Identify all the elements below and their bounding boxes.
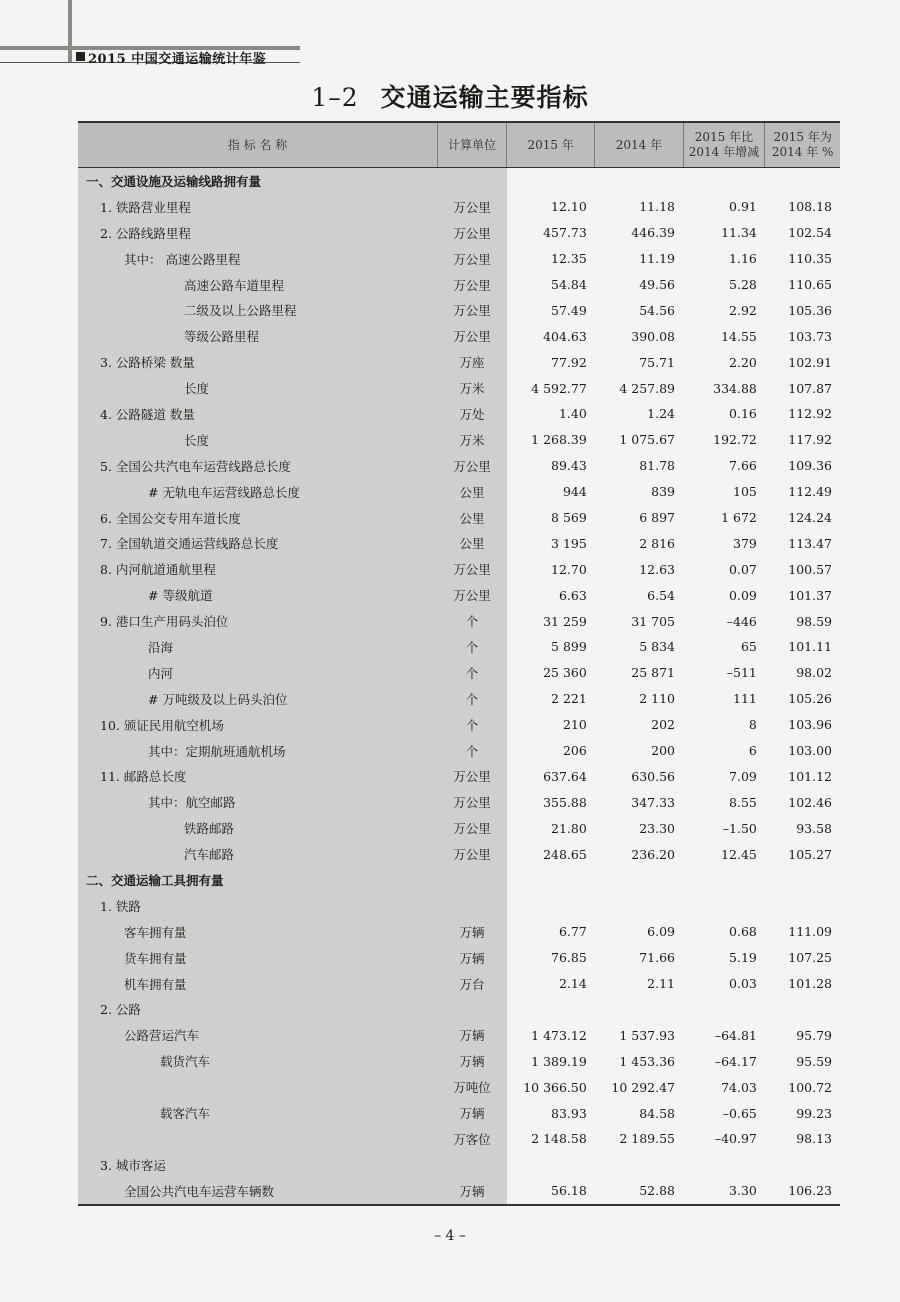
indicator-name: 长度 xyxy=(78,427,437,453)
table-row xyxy=(78,919,840,945)
value-diff: 7.09 xyxy=(729,768,757,784)
value-2015 xyxy=(507,893,595,919)
indicator-name: 11. 邮路总长度 xyxy=(78,763,437,789)
value-2015: 2 148.58 xyxy=(531,1131,587,1147)
value-diff: 1.16 xyxy=(729,251,757,267)
value-diff: 192.72 xyxy=(713,432,757,448)
table-row xyxy=(78,1126,840,1152)
table-row xyxy=(78,660,840,686)
value-2014: 52.88 xyxy=(595,1178,683,1205)
value-2014: 71.66 xyxy=(639,950,676,966)
indicator-name: 公路营运汽车 xyxy=(78,1022,437,1048)
unit-cell xyxy=(437,997,506,1023)
table-row xyxy=(78,945,840,971)
table-row xyxy=(78,505,840,531)
value-diff xyxy=(683,168,765,194)
indicator-name: 长度 xyxy=(78,375,437,401)
table-row xyxy=(78,997,840,1023)
unit-cell: 万公里 xyxy=(437,323,506,349)
unit-cell: 万米 xyxy=(437,375,506,401)
indicator-name: 沿海 xyxy=(78,634,437,660)
table-row xyxy=(78,194,840,220)
value-diff: –0.65 xyxy=(722,1105,757,1121)
indicator-name: # 等级航道 xyxy=(78,582,437,608)
value-diff: 379 xyxy=(733,535,757,551)
value-2015: 944 xyxy=(562,484,587,500)
indicator-name: 内河 xyxy=(78,660,437,686)
table-row xyxy=(78,323,840,349)
table-row xyxy=(78,789,840,815)
value-2014: 25 871 xyxy=(631,665,676,681)
unit-cell xyxy=(437,893,506,919)
value-diff: 0.91 xyxy=(729,199,757,215)
value-2015: 248.65 xyxy=(543,846,587,862)
unit-cell: 万米 xyxy=(437,427,506,453)
value-diff: 8 xyxy=(748,717,757,733)
value-2015: 31 259 xyxy=(543,613,587,629)
value-pct: 107.87 xyxy=(788,380,832,396)
value-pct xyxy=(765,893,840,919)
table-row xyxy=(78,1074,840,1100)
table-row xyxy=(78,375,840,401)
unit-cell: 万辆 xyxy=(437,1178,506,1205)
table-row xyxy=(78,1048,840,1074)
value-2015: 56.18 xyxy=(507,1178,595,1205)
unit-cell: 万座 xyxy=(437,349,506,375)
value-2014: 6 897 xyxy=(639,510,676,526)
table-row xyxy=(78,1100,840,1126)
value-2015: 3 195 xyxy=(551,535,587,551)
indicator-name: 其中：定期航班通航机场 xyxy=(78,738,437,764)
value-pct: 103.00 xyxy=(788,743,832,759)
col-header-2015: 2015 年 xyxy=(507,122,595,168)
value-2015: 12.70 xyxy=(551,561,587,577)
indicator-name: 载客汽车 xyxy=(78,1100,437,1126)
value-pct: 99.23 xyxy=(796,1105,832,1121)
indicator-name: 2. 公路线路里程 xyxy=(78,220,437,246)
header-row xyxy=(78,122,840,168)
unit-cell: 个 xyxy=(437,608,506,634)
indicator-name: 其中：航空邮路 xyxy=(78,789,437,815)
indicator-name: 其中： 高速公路里程 xyxy=(78,246,437,272)
value-2015: 57.49 xyxy=(551,302,587,318)
value-2014: 2.11 xyxy=(647,976,676,992)
unit-cell: 个 xyxy=(437,686,506,712)
value-2015: 5 899 xyxy=(551,639,587,655)
table-row xyxy=(78,1022,840,1048)
value-2015: 4 592.77 xyxy=(531,380,587,396)
value-pct: 113.47 xyxy=(788,535,832,551)
indicator-name: 高速公路车道里程 xyxy=(78,272,437,298)
value-2014: 4 257.89 xyxy=(619,380,676,396)
value-2014: 11.18 xyxy=(639,199,676,215)
unit-cell: 万客位 xyxy=(437,1126,506,1152)
table-row xyxy=(78,738,840,764)
indicator-name: 货车拥有量 xyxy=(78,945,437,971)
value-2015 xyxy=(507,997,595,1023)
value-pct: 100.72 xyxy=(788,1079,832,1095)
value-diff: 14.55 xyxy=(721,328,757,344)
value-diff: –446 xyxy=(726,613,757,629)
value-2015: 404.63 xyxy=(543,328,587,344)
value-2015 xyxy=(507,1152,595,1178)
value-2015: 637.64 xyxy=(543,768,587,784)
value-pct: 105.27 xyxy=(788,846,832,862)
col-header-pct: 2015 年为 2014 年 % xyxy=(765,122,840,168)
value-diff xyxy=(683,1152,765,1178)
unit-cell: 个 xyxy=(437,738,506,764)
section-row xyxy=(78,867,840,893)
unit-cell: 万公里 xyxy=(437,246,506,272)
value-2014: 54.56 xyxy=(639,302,676,318)
indicator-name: 等级公路里程 xyxy=(78,323,437,349)
value-2015: 25 360 xyxy=(543,665,587,681)
col-header-2014: 2014 年 xyxy=(595,122,683,168)
table-row xyxy=(78,634,840,660)
value-2014: 1 537.93 xyxy=(619,1027,676,1043)
indicator-name: 二级及以上公路里程 xyxy=(78,297,437,323)
indicator-name: 8. 内河航道通航里程 xyxy=(78,556,437,582)
col-header-name: 指 标 名 称 xyxy=(78,122,437,168)
value-2015: 76.85 xyxy=(551,950,587,966)
section-row xyxy=(78,168,840,194)
value-pct: 110.35 xyxy=(788,251,832,267)
value-2015 xyxy=(507,168,595,194)
table-row xyxy=(78,841,840,867)
value-2015: 6.63 xyxy=(558,587,587,603)
value-pct: 107.25 xyxy=(788,950,832,966)
value-2015: 210 xyxy=(562,717,587,733)
table-row xyxy=(78,530,840,556)
unit-cell: 万台 xyxy=(437,971,506,997)
unit-cell: 个 xyxy=(437,712,506,738)
table-row xyxy=(78,608,840,634)
table-header xyxy=(78,122,840,168)
value-diff: 3.30 xyxy=(683,1178,765,1205)
value-diff: 7.66 xyxy=(729,458,757,474)
value-diff: 11.34 xyxy=(721,225,757,241)
value-2014: 11.19 xyxy=(639,251,676,267)
value-2015: 1 268.39 xyxy=(531,432,587,448)
value-pct: 103.73 xyxy=(788,328,832,344)
value-2015: 12.10 xyxy=(551,199,587,215)
value-diff: 111 xyxy=(733,691,757,707)
value-diff: 65 xyxy=(740,639,757,655)
value-2014 xyxy=(595,997,683,1023)
value-2014: 31 705 xyxy=(631,613,676,629)
table-row xyxy=(78,971,840,997)
table-title: 交通运输主要指标 xyxy=(380,83,589,112)
unit-cell: 万公里 xyxy=(437,815,506,841)
value-2014: 23.30 xyxy=(639,820,676,836)
value-2015: 1 389.19 xyxy=(531,1053,587,1069)
table-row xyxy=(78,401,840,427)
value-pct: 108.18 xyxy=(788,199,832,215)
value-2014: 2 110 xyxy=(639,691,676,707)
indicator-name: 1. 铁路 xyxy=(78,893,437,919)
indicator-name xyxy=(78,1074,437,1100)
value-pct xyxy=(765,1152,840,1178)
table-row xyxy=(78,582,840,608)
indicator-name: 客车拥有量 xyxy=(78,919,437,945)
indicator-name: 5. 全国公共汽电车运营线路总长度 xyxy=(78,453,437,479)
value-diff: 12.45 xyxy=(721,846,757,862)
indicator-name: 全国公共汽电车运营车辆数 xyxy=(78,1178,437,1205)
value-diff: 0.68 xyxy=(729,924,757,940)
value-diff: 334.88 xyxy=(713,380,757,396)
unit-cell: 万辆 xyxy=(437,945,506,971)
indicator-table xyxy=(78,121,840,1206)
unit-cell: 个 xyxy=(437,660,506,686)
indicator-name: 3. 公路桥梁 数量 xyxy=(78,349,437,375)
value-pct: 102.46 xyxy=(788,794,832,810)
value-2014: 6.09 xyxy=(647,924,676,940)
indicator-name: 一、交通设施及运输线路拥有量 xyxy=(78,168,437,194)
value-pct: 117.92 xyxy=(788,432,832,448)
value-diff: 2.92 xyxy=(729,302,757,318)
table-number: 1–2 xyxy=(311,83,359,112)
indicator-name xyxy=(78,1126,437,1152)
value-pct: 95.79 xyxy=(796,1027,832,1043)
value-diff: 105 xyxy=(733,484,757,500)
indicator-name: 机车拥有量 xyxy=(78,971,437,997)
value-pct: 102.91 xyxy=(788,354,832,370)
table-row xyxy=(78,246,840,272)
indicator-name: 10. 颁证民用航空机场 xyxy=(78,712,437,738)
value-diff: 6 xyxy=(748,743,757,759)
value-diff: –511 xyxy=(726,665,757,681)
indicator-name: # 万吨级及以上码头泊位 xyxy=(78,686,437,712)
value-pct: 112.49 xyxy=(788,484,832,500)
value-2014 xyxy=(595,1152,683,1178)
unit-cell: 万处 xyxy=(437,401,506,427)
indicator-name: 4. 公路隧道 数量 xyxy=(78,401,437,427)
value-pct: 101.37 xyxy=(788,587,832,603)
value-diff: –40.97 xyxy=(714,1131,757,1147)
indicator-name: 二、交通运输工具拥有量 xyxy=(78,867,437,893)
value-pct: 111.09 xyxy=(788,924,832,940)
value-2015: 54.84 xyxy=(551,277,587,292)
value-diff: 74.03 xyxy=(721,1079,757,1095)
value-2014: 1 453.36 xyxy=(619,1053,676,1069)
value-diff: 0.16 xyxy=(729,406,757,422)
indicator-name: 9. 港口生产用码头泊位 xyxy=(78,608,437,634)
unit-cell xyxy=(437,168,506,194)
indicator-name: 6. 全国公交专用车道长度 xyxy=(78,505,437,531)
indicator-name: # 无轨电车运营线路总长度 xyxy=(78,479,437,505)
value-diff: 1 672 xyxy=(721,510,757,526)
indicator-name: 7. 全国轨道交通运营线路总长度 xyxy=(78,530,437,556)
value-diff: –64.17 xyxy=(714,1053,757,1069)
table-row xyxy=(78,893,840,919)
value-diff: 0.07 xyxy=(729,561,757,577)
value-2014: 446.39 xyxy=(631,225,676,241)
unit-cell: 万公里 xyxy=(437,582,506,608)
value-diff: 0.09 xyxy=(729,587,757,603)
value-2014: 12.63 xyxy=(639,561,676,577)
table-row xyxy=(78,815,840,841)
unit-cell: 公里 xyxy=(437,505,506,531)
table-body xyxy=(78,168,840,1205)
value-2015: 10 366.50 xyxy=(523,1079,587,1095)
value-diff: –1.50 xyxy=(722,820,757,836)
value-2014 xyxy=(595,893,683,919)
unit-cell: 万辆 xyxy=(437,1100,506,1126)
value-2014: 630.56 xyxy=(631,768,676,784)
value-2015: 1.40 xyxy=(558,406,587,422)
table-row xyxy=(78,712,840,738)
page-number: – 4 – xyxy=(434,1228,466,1244)
table-row xyxy=(78,427,840,453)
unit-cell xyxy=(437,1152,506,1178)
unit-cell: 万公里 xyxy=(437,453,506,479)
table-row xyxy=(78,686,840,712)
value-2014: 1 075.67 xyxy=(619,432,676,448)
value-pct: 109.36 xyxy=(788,458,832,474)
value-2014: 202 xyxy=(651,717,676,733)
indicator-name: 3. 城市客运 xyxy=(78,1152,437,1178)
table-row xyxy=(78,349,840,375)
value-diff: 2.20 xyxy=(729,354,757,370)
value-pct: 105.36 xyxy=(788,302,832,318)
unit-cell: 万辆 xyxy=(437,1022,506,1048)
value-pct: 98.13 xyxy=(796,1131,832,1147)
value-pct: 100.57 xyxy=(788,561,832,577)
table-row xyxy=(78,220,840,246)
value-2014: 839 xyxy=(651,484,676,500)
value-2015: 12.35 xyxy=(551,251,587,267)
table-row xyxy=(78,763,840,789)
value-pct xyxy=(765,997,840,1023)
value-2015: 21.80 xyxy=(551,820,587,836)
value-2015: 1 473.12 xyxy=(531,1027,587,1043)
value-pct: 95.59 xyxy=(796,1053,832,1069)
value-2015: 8 569 xyxy=(551,510,587,526)
unit-cell: 万公里 xyxy=(437,194,506,220)
unit-cell: 万公里 xyxy=(437,763,506,789)
value-2014: 6.54 xyxy=(647,587,676,603)
indicator-table-wrapper xyxy=(78,121,840,1206)
unit-cell: 万公里 xyxy=(437,220,506,246)
running-title: 2015 中国交通运输统计年鉴 xyxy=(88,52,267,67)
value-2014: 236.20 xyxy=(631,846,676,862)
value-2015: 2 221 xyxy=(551,691,587,707)
value-2014: 347.33 xyxy=(631,794,676,810)
value-pct: 102.54 xyxy=(788,225,832,241)
table-row xyxy=(78,1178,840,1205)
value-pct: 106.23 xyxy=(765,1178,840,1205)
value-2015: 2.14 xyxy=(558,976,587,992)
value-2015: 355.88 xyxy=(543,794,587,810)
unit-cell: 万辆 xyxy=(437,1048,506,1074)
table-row xyxy=(78,272,840,298)
value-2014: 390.08 xyxy=(631,328,676,344)
col-header-unit: 计算单位 xyxy=(437,122,506,168)
value-pct xyxy=(765,168,840,194)
value-2015: 206 xyxy=(562,743,587,759)
value-pct: 103.96 xyxy=(788,717,832,733)
value-2015 xyxy=(507,867,595,893)
indicator-name: 汽车邮路 xyxy=(78,841,437,867)
unit-cell: 万辆 xyxy=(437,919,506,945)
col-header-diff: 2015 年比 2014 年增减 xyxy=(683,122,765,168)
unit-cell: 公里 xyxy=(437,530,506,556)
value-2014: 84.58 xyxy=(639,1105,676,1121)
value-2014 xyxy=(595,168,683,194)
value-diff: –64.81 xyxy=(714,1027,757,1043)
value-diff xyxy=(683,997,765,1023)
value-pct xyxy=(765,867,840,893)
table-row xyxy=(78,556,840,582)
unit-cell: 万吨位 xyxy=(437,1074,506,1100)
unit-cell: 万公里 xyxy=(437,789,506,815)
unit-cell: 个 xyxy=(437,634,506,660)
value-2015: 89.43 xyxy=(551,458,587,474)
value-pct: 112.92 xyxy=(788,406,832,422)
value-2015: 457.73 xyxy=(543,225,587,241)
unit-cell: 公里 xyxy=(437,479,506,505)
value-2015: 77.92 xyxy=(551,354,587,370)
value-pct: 101.11 xyxy=(788,639,832,655)
value-diff: 8.55 xyxy=(729,794,757,810)
value-pct: 98.59 xyxy=(796,613,832,629)
value-diff: 0.03 xyxy=(729,976,757,992)
indicator-name: 1. 铁路营业里程 xyxy=(78,194,437,220)
unit-cell xyxy=(437,867,506,893)
table-row xyxy=(78,453,840,479)
value-2014: 1.24 xyxy=(647,406,676,422)
value-pct: 101.28 xyxy=(788,976,832,992)
table-row xyxy=(78,297,840,323)
value-2014 xyxy=(595,867,683,893)
value-2014: 75.71 xyxy=(639,354,676,370)
table-row xyxy=(78,1152,840,1178)
value-pct: 101.12 xyxy=(788,768,832,784)
value-2014: 2 816 xyxy=(639,535,676,551)
value-2015: 6.77 xyxy=(558,924,587,940)
value-2014: 5 834 xyxy=(639,639,676,655)
unit-cell: 万公里 xyxy=(437,841,506,867)
value-diff: 5.19 xyxy=(729,950,757,966)
header-square-marker xyxy=(76,52,85,61)
unit-cell: 万公里 xyxy=(437,272,506,298)
indicator-name: 载货汽车 xyxy=(78,1048,437,1074)
value-pct: 98.02 xyxy=(796,665,832,681)
value-diff: 5.28 xyxy=(729,277,757,292)
header-vertical-bar xyxy=(68,0,72,62)
value-2014: 2 189.55 xyxy=(619,1131,676,1147)
indicator-name: 铁路邮路 xyxy=(78,815,437,841)
value-pct: 110.65 xyxy=(788,277,832,292)
value-diff xyxy=(683,893,765,919)
value-2014: 200 xyxy=(651,743,676,759)
value-pct: 93.58 xyxy=(796,820,832,836)
page-title xyxy=(0,78,900,114)
value-pct: 105.26 xyxy=(788,691,832,707)
unit-cell: 万公里 xyxy=(437,556,506,582)
value-diff xyxy=(683,867,765,893)
value-2014: 81.78 xyxy=(639,458,676,474)
value-2014: 49.56 xyxy=(639,277,676,292)
value-pct: 124.24 xyxy=(788,510,832,526)
value-2014: 10 292.47 xyxy=(611,1079,676,1095)
indicator-name: 2. 公路 xyxy=(78,997,437,1023)
table-row xyxy=(78,479,840,505)
value-2015: 83.93 xyxy=(551,1105,587,1121)
unit-cell: 万公里 xyxy=(437,297,506,323)
